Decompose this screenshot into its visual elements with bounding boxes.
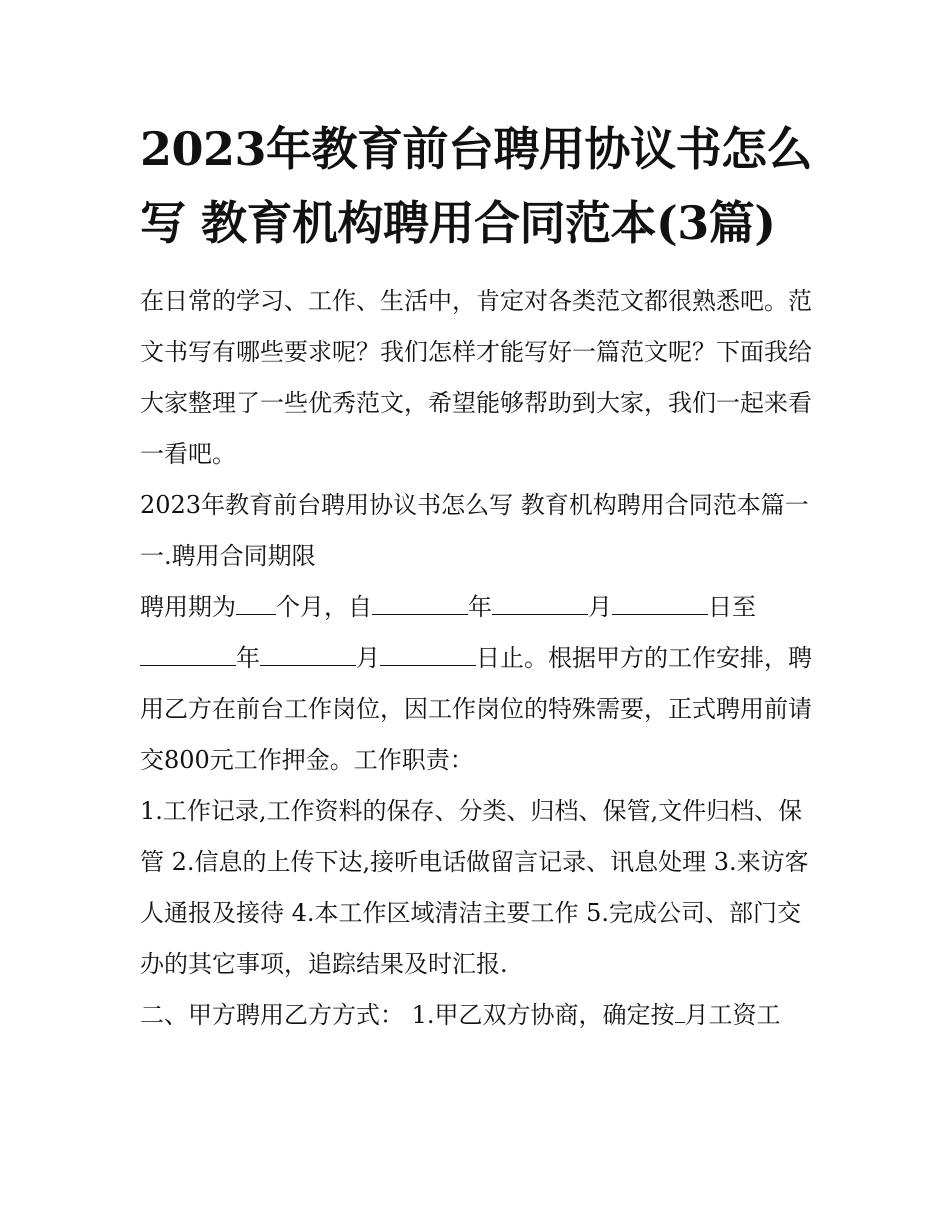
term-text-4: 月 xyxy=(588,593,612,621)
term-text-6: 年 xyxy=(236,644,260,672)
section-heading: 2023年教育前台聘用协议书怎么写 教育机构聘用合同范本篇一 一.聘用合同期限 xyxy=(140,491,809,570)
end-month-blank xyxy=(260,639,356,666)
term-text-7: 月 xyxy=(356,644,380,672)
term-text-1: 聘用期为 xyxy=(140,593,236,621)
document-title: 2023年教育前台聘用协议书怎么写 教育机构聘用合同范本(3篇) xyxy=(140,122,813,250)
months-blank xyxy=(236,588,276,615)
term-text-8: 日止。根据甲方的工作安排，聘用乙方在前台工作岗位，因工作岗位的特殊需要，正式聘用前请交800元工作押金。工作职责： xyxy=(140,644,812,774)
method-text-2: 月工资工 xyxy=(684,1001,781,1029)
method-paragraph xyxy=(140,990,820,1041)
document-page xyxy=(140,112,820,1041)
start-year-blank xyxy=(372,588,468,615)
wage-blank xyxy=(675,996,685,1023)
term-text-5: 日至 xyxy=(708,593,756,621)
end-year-blank xyxy=(140,639,236,666)
intro-paragraph: 在日常的学习、工作、生活中，肯定对各类范文都很熟悉吧。范文书写有哪些要求呢？我们怎样才能写好一篇范文呢？下面我给大家整理了一些优秀范文，希望能够帮助到大家，我们一起来看一看吧。 xyxy=(140,287,812,468)
term-text-2: 个月，自 xyxy=(276,593,372,621)
term-text-3: 年 xyxy=(468,593,492,621)
start-month-blank xyxy=(492,588,588,615)
end-day-blank xyxy=(380,639,476,666)
start-day-blank xyxy=(612,588,708,615)
term-paragraph xyxy=(140,582,820,786)
method-text-1: 二、甲方聘用乙方方式： 1.甲乙双方协商，确定按 xyxy=(140,1001,675,1029)
duties-paragraph: 1.工作记录,工作资料的保存、分类、归档、保管,文件归档、保管 2.信息的上传下达,接听电话做留言记录、讯息处理 3.来访客人通报及接待 4.本工作区域清洁主要工作 5.完成公司、部门交办的其它事项，追踪结果及时汇报. xyxy=(140,797,809,978)
